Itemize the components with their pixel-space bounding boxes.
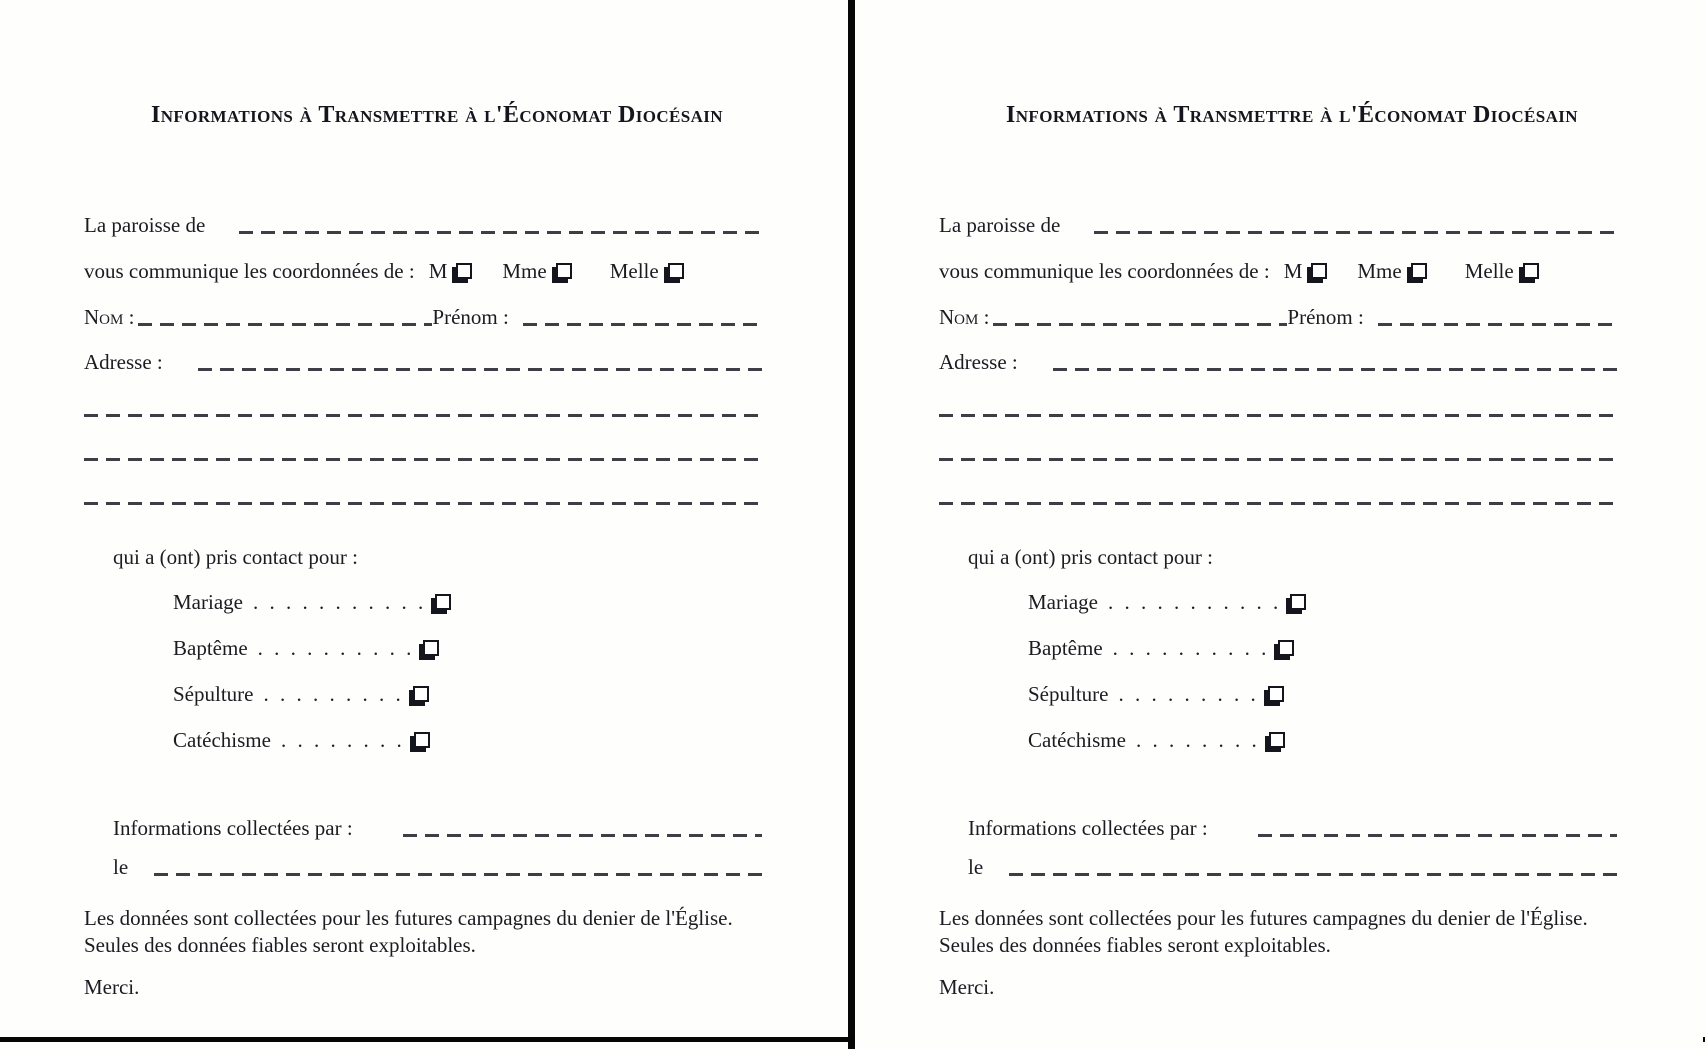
- contact-option-sepulture: [173, 681, 762, 707]
- adresse-extra-row: [939, 502, 1617, 509]
- paroisse-label: La paroisse de: [84, 213, 206, 237]
- collected-by-label: Informations collectées par :: [968, 816, 1208, 840]
- collected-by-row: [113, 815, 762, 841]
- adresse-extra-row: [84, 502, 762, 509]
- contact-option-catechisme: [173, 727, 762, 753]
- paroisse-row: [84, 212, 762, 238]
- dot-leader: . . . . . . . . . . .: [252, 590, 427, 614]
- nom-label: Nom :: [84, 305, 135, 329]
- adresse-field-line[interactable]: [198, 368, 762, 371]
- checkbox-bapteme[interactable]: [1278, 640, 1294, 656]
- contact-option-label: Mariage: [1028, 590, 1098, 614]
- nom-field-line[interactable]: [993, 323, 1287, 326]
- dot-leader: . . . . . . . . .: [263, 682, 404, 706]
- adresse-label: Adresse :: [84, 350, 163, 374]
- date-field-line[interactable]: [1009, 873, 1617, 876]
- page-title: Informations à Transmettre à l'Économat Diocésain: [1006, 102, 1578, 128]
- adresse-extra-row: [84, 414, 762, 421]
- checkbox-mariage[interactable]: [435, 594, 451, 610]
- privacy-note-line-2: Seules des données fiables seront exploitables.: [84, 933, 476, 957]
- privacy-note: [939, 905, 1617, 959]
- prenom-label: Prénom :: [1287, 305, 1364, 329]
- civility-row: [939, 258, 1617, 284]
- page-title: Informations à Transmettre à l'Économat Diocésain: [151, 102, 723, 128]
- contact-option-label: Sépulture: [173, 682, 254, 706]
- civility-label-melle: Melle: [609, 259, 659, 283]
- collected-by-row: [968, 815, 1617, 841]
- privacy-note-line-2: Seules des données fiables seront exploitables.: [939, 933, 1331, 957]
- adresse-extra-line-1[interactable]: [939, 414, 1617, 417]
- collected-by-field-line[interactable]: [403, 834, 762, 837]
- thanks-text: Merci.: [939, 975, 995, 999]
- privacy-note-line-1: Les données sont collectées pour les futures campagnes du denier de l'Église.: [939, 906, 1588, 930]
- adresse-row: [84, 349, 762, 375]
- adresse-extra-row: [939, 414, 1617, 421]
- dot-leader: . . . . . . . . . .: [1112, 636, 1270, 660]
- adresse-extra-line-3[interactable]: [939, 502, 1617, 505]
- adresse-extra-row: [84, 458, 762, 465]
- dot-leader: . . . . . . . . . .: [257, 636, 415, 660]
- collected-by-label: Informations collectées par :: [113, 816, 353, 840]
- date-label: le: [968, 855, 984, 879]
- date-row: [113, 854, 762, 880]
- civility-label-melle: Melle: [1464, 259, 1514, 283]
- civility-label-mme: Mme: [1357, 259, 1402, 283]
- checkbox-m[interactable]: [456, 263, 472, 279]
- civility-label-m: M: [1283, 259, 1303, 283]
- paroisse-field-line[interactable]: [1094, 231, 1617, 234]
- contact-option-mariage: [1028, 589, 1617, 615]
- contact-option-label: Mariage: [173, 590, 243, 614]
- nom-field-line[interactable]: [138, 323, 432, 326]
- checkbox-catechisme[interactable]: [414, 732, 430, 748]
- dot-leader: . . . . . . . . . . .: [1107, 590, 1282, 614]
- date-label: le: [113, 855, 129, 879]
- page-divider: [848, 0, 855, 1049]
- form-page: [0, 0, 848, 1049]
- checkbox-melle[interactable]: [1523, 263, 1539, 279]
- contact-intro: qui a (ont) pris contact pour :: [113, 545, 358, 569]
- checkbox-mme[interactable]: [1411, 263, 1427, 279]
- adresse-field-line[interactable]: [1053, 368, 1617, 371]
- dot-leader: . . . . . . . . .: [1118, 682, 1259, 706]
- date-row: [968, 854, 1617, 880]
- dot-leader: . . . . . . . .: [1135, 728, 1260, 752]
- contact-intro: qui a (ont) pris contact pour :: [968, 545, 1213, 569]
- adresse-label: Adresse :: [939, 350, 1018, 374]
- contact-option-label: Catéchisme: [173, 728, 271, 752]
- civility-row: [84, 258, 762, 284]
- nom-prenom-row: [84, 304, 762, 330]
- checkbox-mme[interactable]: [556, 263, 572, 279]
- checkbox-sepulture[interactable]: [1268, 686, 1284, 702]
- checkbox-melle[interactable]: [668, 263, 684, 279]
- contact-option-bapteme: [1028, 635, 1617, 661]
- privacy-note: [84, 905, 762, 959]
- communique-label: vous communique les coordonnées de :: [939, 259, 1270, 283]
- collected-by-field-line[interactable]: [1258, 834, 1617, 837]
- privacy-note-line-1: Les données sont collectées pour les futures campagnes du denier de l'Église.: [84, 906, 733, 930]
- form-page: [855, 0, 1703, 1049]
- contact-option-label: Sépulture: [1028, 682, 1109, 706]
- civility-label-m: M: [428, 259, 448, 283]
- checkbox-sepulture[interactable]: [413, 686, 429, 702]
- nom-prenom-row: [939, 304, 1617, 330]
- contact-option-sepulture: [1028, 681, 1617, 707]
- checkbox-m[interactable]: [1311, 263, 1327, 279]
- contact-option-bapteme: [173, 635, 762, 661]
- adresse-extra-line-3[interactable]: [84, 502, 762, 505]
- prenom-field-line[interactable]: [1378, 323, 1617, 326]
- civility-label-mme: Mme: [502, 259, 547, 283]
- thanks-text: Merci.: [84, 975, 140, 999]
- adresse-extra-line-1[interactable]: [84, 414, 762, 417]
- adresse-extra-line-2[interactable]: [939, 458, 1617, 461]
- paroisse-field-line[interactable]: [239, 231, 762, 234]
- adresse-row: [939, 349, 1617, 375]
- communique-label: vous communique les coordonnées de :: [84, 259, 415, 283]
- contact-option-label: Catéchisme: [1028, 728, 1126, 752]
- paroisse-label: La paroisse de: [939, 213, 1061, 237]
- checkbox-mariage[interactable]: [1290, 594, 1306, 610]
- contact-option-label: Baptême: [1028, 636, 1103, 660]
- contact-option-label: Baptême: [173, 636, 248, 660]
- prenom-field-line[interactable]: [523, 323, 762, 326]
- contact-option-catechisme: [1028, 727, 1617, 753]
- paroisse-row: [939, 212, 1617, 238]
- checkbox-bapteme[interactable]: [423, 640, 439, 656]
- dot-leader: . . . . . . . .: [280, 728, 405, 752]
- date-field-line[interactable]: [154, 873, 762, 876]
- adresse-extra-line-2[interactable]: [84, 458, 762, 461]
- adresse-extra-row: [939, 458, 1617, 465]
- nom-label: Nom :: [939, 305, 990, 329]
- prenom-label: Prénom :: [432, 305, 509, 329]
- contact-option-mariage: [173, 589, 762, 615]
- checkbox-catechisme[interactable]: [1269, 732, 1285, 748]
